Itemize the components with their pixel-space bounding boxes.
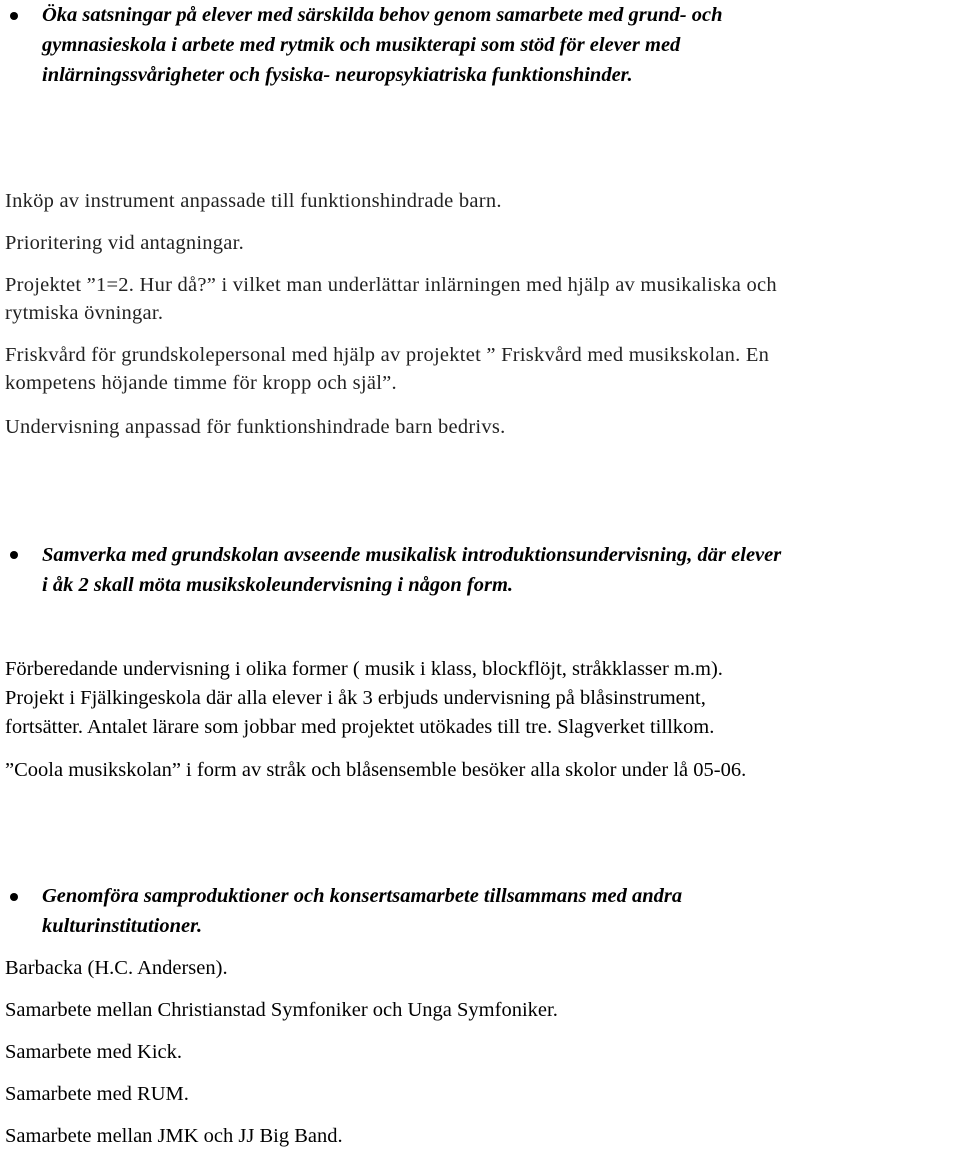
- section2-line-4: ”Coola musikskolan” i form av stråk och blåsensemble besöker alla skolor under lå 05-06.: [5, 759, 747, 781]
- section2-heading-line-1: Samverka med grundskolan avseende musikalisk introduktionsundervisning, där elever: [42, 544, 782, 566]
- section3-line-2: Samarbete mellan Christianstad Symfoniker och Unga Symfoniker.: [5, 999, 558, 1021]
- section1-heading-line-3: inlärningssvårigheter och fysiska- neuropsykiatriska funktionshinder.: [42, 64, 633, 86]
- section1-line-1: Inköp av instrument anpassade till funktionshindrade barn.: [5, 190, 502, 212]
- bullet-icon: [10, 12, 18, 20]
- section1-line-6: kompetens höjande timme för kropp och själ”.: [5, 372, 397, 394]
- section3-line-5: Samarbete mellan JMK och JJ Big Band.: [5, 1125, 343, 1147]
- section1-heading-line-2: gymnasieskola i arbete med rytmik och musikterapi som stöd för elever med: [42, 34, 681, 56]
- section3-line-4: Samarbete med RUM.: [5, 1083, 189, 1105]
- section3-line-3: Samarbete med Kick.: [5, 1041, 183, 1063]
- bullet-icon: [10, 893, 18, 901]
- section2-line-2: Projekt i Fjälkingeskola där alla elever i åk 3 erbjuds undervisning på blåsinstrument,: [5, 687, 706, 709]
- section1-line-2: Prioritering vid antagningar.: [5, 232, 244, 254]
- section3-heading-line-2: kulturinstitutioner.: [42, 915, 203, 937]
- section1-line-7: Undervisning anpassad för funktionshindrade barn bedrivs.: [5, 416, 506, 438]
- section3-heading-line-1: Genomföra samproduktioner och konsertsamarbete tillsammans med andra: [42, 885, 683, 907]
- section2-heading-line-2: i åk 2 skall möta musikskoleundervisning i någon form.: [42, 574, 514, 596]
- section2-line-3: fortsätter. Antalet lärare som jobbar med projektet utökades till tre. Slagverket tillkom.: [5, 716, 715, 738]
- section3-line-1: Barbacka (H.C. Andersen).: [5, 957, 228, 979]
- section1-line-5: Friskvård för grundskolepersonal med hjälp av projektet ” Friskvård med musikskolan. En: [5, 344, 770, 366]
- section2-line-1: Förberedande undervisning i olika former ( musik i klass, blockflöjt, stråkklasser m.m).: [5, 658, 723, 680]
- section1-heading-line-1: Öka satsningar på elever med särskilda behov genom samarbete med grund- och: [42, 4, 723, 26]
- section1-line-3: Projektet ”1=2. Hur då?” i vilket man underlättar inlärningen med hjälp av musikaliska och: [5, 274, 777, 296]
- bullet-icon: [10, 551, 18, 559]
- section1-line-4: rytmiska övningar.: [5, 302, 164, 324]
